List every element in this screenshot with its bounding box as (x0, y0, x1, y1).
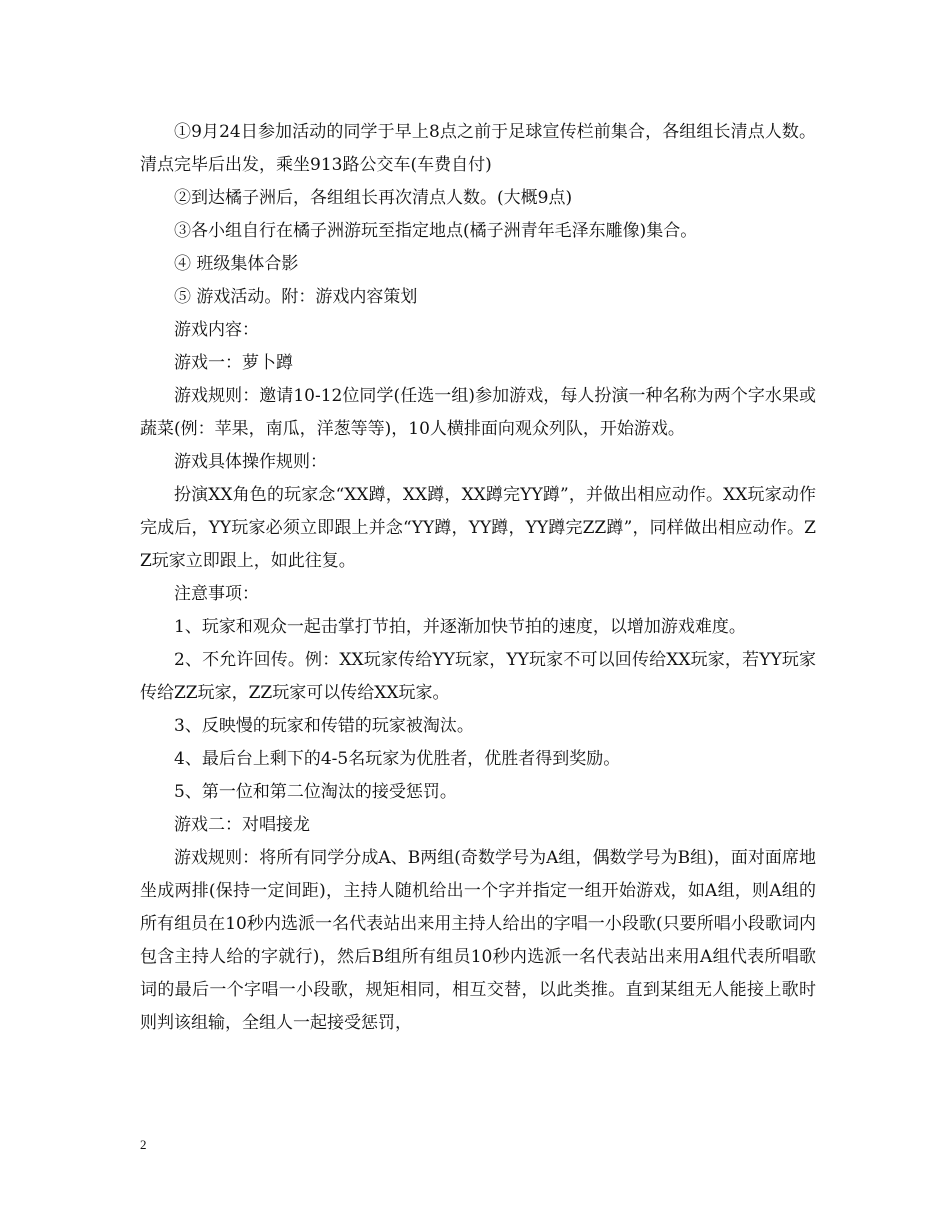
note-item-3: 3、反映慢的玩家和传错的玩家被淘汰。 (174, 716, 474, 736)
heading-game-one-operation: 游戏具体操作规则： (174, 452, 327, 472)
paragraph-game-one-operation: 扮演XX角色的玩家念“XX蹲，XX蹲，XX蹲完YY蹲”，并做出相应动作。XX玩家动作完成后，YY玩家必须立即跟上并念“YY蹲，YY蹲，YY蹲完ZZ蹲”，同样做出相应动作。ZZ玩家立即跟上，如此往复。 (140, 485, 816, 571)
paragraph-game-two-rules: 游戏规则：将所有同学分成A、B两组(奇数学号为A组，偶数学号为B组)，面对面席地坐成两排(保持一定间距)，主持人随机给出一个字并指定一组开始游戏，如A组，则A组的所有组员在10秒内选派一名代表站出来用主持人给出的字唱一小段歌(只要所唱小段歌词内包含主持人给的字就行)，然后B组所有组员10秒内选派一名代表站出来用A组代表所唱歌词的最后一个字唱一小段歌，规矩相同，相互交替，以此类推。直到某组无人能接上歌时则判该组输，全组人一起接受惩罚， (140, 848, 816, 1033)
paragraph-step-4: ④ 班级集体合影 (174, 254, 299, 274)
paragraph-step-5: ⑤ 游戏活动。附：游戏内容策划 (174, 287, 418, 307)
document-body (140, 116, 816, 1040)
page-number: 2 (140, 1137, 147, 1152)
heading-game-two: 游戏二：对唱接龙 (174, 815, 310, 835)
note-item-2: 2、不允许回传。例：XX玩家传给YY玩家，YY玩家不可以回传给XX玩家，若YY玩家传给ZZ玩家，ZZ玩家可以传给XX玩家。 (140, 650, 816, 703)
note-item-5: 5、第一位和第二位淘汰的接受惩罚。 (174, 782, 457, 802)
note-item-4: 4、最后台上剩下的4-5名玩家为优胜者，优胜者得到奖励。 (174, 749, 621, 769)
heading-notes: 注意事项： (174, 584, 259, 604)
note-item-1: 1、玩家和观众一起击掌打节拍，并逐渐加快节拍的速度，以增加游戏难度。 (174, 617, 746, 637)
paragraph-game-one-rules: 游戏规则：邀请10-12位同学(任选一组)参加游戏，每人扮演一种名称为两个字水果或蔬菜(例：苹果，南瓜，洋葱等等)，10人横排面向观众列队，开始游戏。 (140, 386, 816, 439)
heading-game-one: 游戏一：萝卜蹲 (174, 353, 293, 373)
paragraph-step-2: ②到达橘子洲后，各组组长再次清点人数。(大概9点) (174, 188, 573, 208)
paragraph-step-1: ①9月24日参加活动的同学于早上8点之前于足球宣传栏前集合，各组组长清点人数。清点完毕后出发，乘坐913路公交车(车费自付) (140, 122, 816, 175)
heading-game-content: 游戏内容： (174, 320, 259, 340)
paragraph-step-3: ③各小组自行在橘子洲游玩至指定地点(橘子洲青年毛泽东雕像)集合。 (174, 221, 698, 241)
